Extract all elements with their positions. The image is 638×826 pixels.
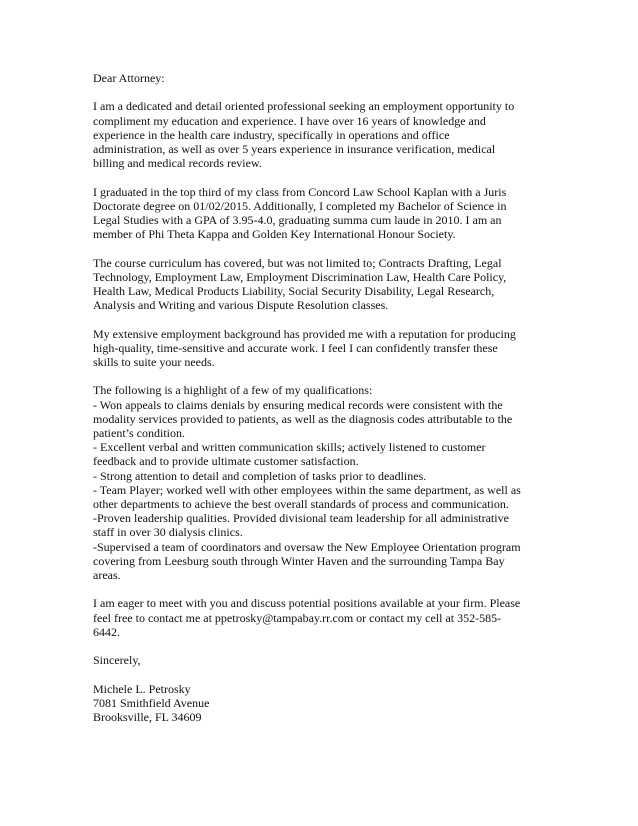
paragraph-contact: I am eager to meet with you and discuss potential positions available at your firm. Please feel free to contact me at ppetrosky@tampabay.rr.com or contact my cell at 352-585- 6442. [93, 596, 521, 639]
address-line-2: Brooksville, FL 34609 [93, 710, 202, 725]
signature-name: Michele L. Petrosky [93, 681, 191, 696]
paragraph-qualifications: The following is a highlight of a few of my qualifications: - Won appeals to claims denials by ensuring medical records were consistent with the modality services provided to patients, as well as the diagnosis codes attributable to the patient’s condition. - Excellent verbal and written communication skills; actively listened to customer feedback and to provide ultimate customer satisfaction. - Strong attention to detail and completion of tasks prior to deadlines. - Team Player; worked well with other employees within the same department, as well as other departments to achieve the best overall standards of process and communication. -Proven leadership qualities. Provided divisional team leadership for all administrative staff in over 30 dialysis clinics. -Supervised a team of coordinators and oversaw the New Employee Orientation program covering from Leesburg south through Winter Haven and the surrounding Tampa Bay areas. [93, 383, 521, 583]
salutation: Dear Attorney: [93, 71, 165, 85]
signature-block [93, 682, 555, 725]
paragraph-education: I graduated in the top third of my class from Concord Law School Kaplan with a Juris Doctorate degree on 01/02/2015. Additionally, I completed my Bachelor of Science in Legal Studies with a GPA of 3.95-4.0, graduating summa cum laude in 2010. I am an member of Phi Theta Kappa and Golden Key International Honour Society. [93, 184, 507, 242]
cover-letter [93, 71, 555, 724]
paragraph-background: My extensive employment background has provided me with a reputation for producing high-quality, time-sensitive and accurate work. I feel I can confidently transfer these skills to suite your needs. [93, 326, 516, 369]
closing: Sincerely, [93, 653, 141, 668]
paragraph-introduction: I am a dedicated and detail oriented professional seeking an employment opportunity to compliment my education and experience. I have over 16 years of knowledge and experience in the health care industry, specifically in operations and office administration, as well as over 5 years experience in insurance verification, medical billing and medical records review. [93, 99, 515, 171]
address-line-1: 7081 Smithfield Avenue [93, 695, 210, 710]
paragraph-curriculum: The course curriculum has covered, but was not limited to; Contracts Drafting, Legal Technology, Employment Law, Employment Discrimination Law, Health Care Policy, Health Law, Medical Products Liability, Social Security Disability, Legal Research, Analysis and Writing and various Dispute Resolution classes. [93, 255, 507, 313]
